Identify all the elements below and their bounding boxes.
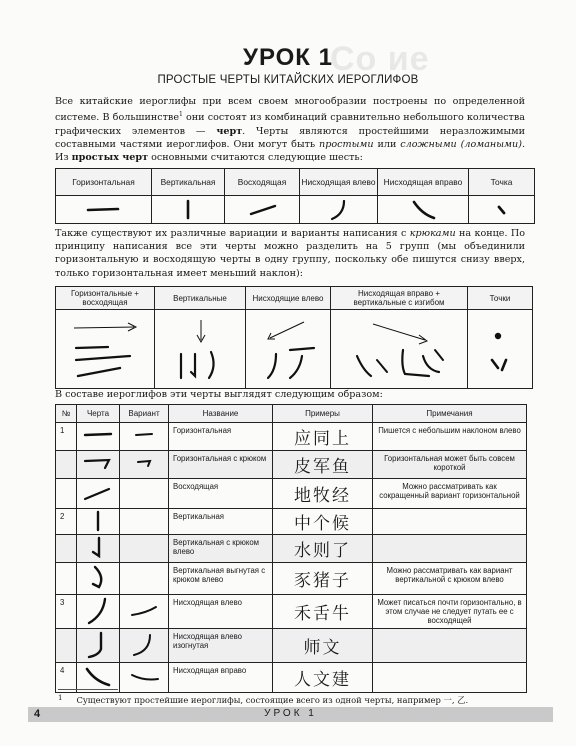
header-right-falling: Нисходящая вправо xyxy=(378,169,469,196)
header-group-vertical: Вертикальные xyxy=(155,287,246,310)
term-strokes: черт xyxy=(216,125,243,137)
header-group-horizontal: Горизонтальные + восходящая xyxy=(56,287,155,310)
stroke-note xyxy=(373,535,527,563)
stroke-rising xyxy=(225,196,300,224)
row-number xyxy=(56,563,77,595)
col-number: № xyxy=(56,405,77,423)
stroke-name: Восходящая xyxy=(169,479,273,509)
stroke-cell xyxy=(77,479,120,509)
header-horizontal: Горизонтальная xyxy=(56,169,152,196)
example-characters: 应同上 xyxy=(273,423,373,451)
intro-text: они состоят из комбинаций сравнительно небольшого количества графических элементов — xyxy=(55,112,525,137)
header-vertical: Вертикальная xyxy=(152,169,225,196)
stroke-cell xyxy=(77,629,120,663)
stroke-cell xyxy=(77,451,120,479)
stroke-name: Нисходящая влево изогнутая xyxy=(169,629,273,663)
groups-paragraph xyxy=(55,227,525,280)
stroke-note: Горизонтальная может быть совсем короткой xyxy=(373,451,527,479)
group-vertical-strokes xyxy=(155,310,246,389)
footnote-text: Существуют простейшие иероглифы, состоящие всего из одной черты, например 一, 乙. xyxy=(76,695,469,705)
stroke-note xyxy=(373,629,527,663)
example-characters: 中个候 xyxy=(273,509,373,535)
intro-text: или xyxy=(373,138,401,150)
header-dot: Точка xyxy=(469,169,535,196)
group-right-falling-strokes xyxy=(331,310,468,389)
stroke-left-falling xyxy=(300,196,378,224)
stroke-cell xyxy=(77,535,120,563)
example-characters: 人文建 xyxy=(273,663,373,693)
stroke-name: Нисходящая вправо xyxy=(169,663,273,693)
example-characters: 豕猪子 xyxy=(273,563,373,595)
stroke-note xyxy=(373,509,527,535)
table-row xyxy=(56,663,527,693)
stroke-note: Может писаться почти горизонтально, в этом случае не следует путать ее с восходящей xyxy=(373,595,527,629)
strokes-in-characters-table xyxy=(55,404,527,693)
example-characters: 水则了 xyxy=(273,535,373,563)
row-number: 1 xyxy=(56,423,77,451)
header-group-left-falling: Нисходящие влево xyxy=(246,287,331,310)
row-number xyxy=(56,629,77,663)
example-characters: 皮军鱼 xyxy=(273,451,373,479)
footnote-reference[interactable]: 1 xyxy=(179,111,183,119)
stroke-cell xyxy=(77,509,120,535)
footnote-divider xyxy=(58,689,118,690)
stroke-name: Вертикальная xyxy=(169,509,273,535)
stroke-cell xyxy=(77,595,120,629)
page-footer xyxy=(28,707,553,722)
stroke-name: Вертикальная выгнутая с крюком влево xyxy=(169,563,273,595)
table-row xyxy=(56,451,527,479)
examples-intro: В составе иероглифов эти черты выглядят следующим образом: xyxy=(55,389,383,400)
variant-cell xyxy=(120,629,169,663)
footer-lesson-label: УРОК 1 xyxy=(264,708,317,719)
col-notes: Примечания xyxy=(373,405,527,423)
col-stroke: Черта xyxy=(77,405,120,423)
group-left-falling-strokes xyxy=(246,310,331,389)
row-number: 3 xyxy=(56,595,77,629)
row-number xyxy=(56,479,77,509)
header-left-falling: Нисходящая влево xyxy=(300,169,378,196)
intro-text: Все китайские иероглифы при всем своем многообразии построены по определенной системе. В большинстве xyxy=(55,96,525,124)
basic-strokes-table xyxy=(55,168,535,224)
col-examples: Примеры xyxy=(273,405,373,423)
table-row xyxy=(56,629,527,663)
variant-cell xyxy=(120,509,169,535)
example-characters: 地牧经 xyxy=(273,479,373,509)
term-complex: сложными (ломаными) xyxy=(400,138,522,150)
row-number xyxy=(56,535,77,563)
intro-text: . Черты являются простейшими неразложимыми составными частями иероглифов. Они могут быть xyxy=(55,125,525,150)
table-row xyxy=(56,479,527,509)
stroke-right-falling xyxy=(378,196,469,224)
table-row xyxy=(56,423,527,451)
groups-text: Также существуют их различные вариации и варианты написания с xyxy=(55,228,410,239)
example-characters: 师文 xyxy=(273,629,373,663)
variant-cell xyxy=(120,423,169,451)
header-group-right-falling: Нисходящая вправо + вертикальные с изгибом xyxy=(331,287,468,310)
footnote xyxy=(58,694,468,706)
term-simple-strokes: простых черт xyxy=(71,152,149,163)
stroke-note xyxy=(373,663,527,693)
group-horizontal-strokes xyxy=(56,310,155,389)
table-row xyxy=(56,509,527,535)
term-simple: простыми xyxy=(319,138,374,150)
stroke-name: Нисходящая влево xyxy=(169,595,273,629)
stroke-dot xyxy=(469,196,535,224)
intro-text: основными считаются следующие шесть: xyxy=(148,152,363,163)
table-row xyxy=(56,595,527,629)
stroke-name: Вертикальная с крюком влево xyxy=(169,535,273,563)
variant-cell xyxy=(120,595,169,629)
groups-text: на конце. По принципу написания все эти черты можно разделить на 5 групп (мы объединили горизонтальную и восходящую черты в одну группу, поскольку обе пишутся снизу вверх, только горизонтальная имеет меньший наклон): xyxy=(55,228,526,279)
group-dot-strokes xyxy=(468,310,533,389)
stroke-groups-table xyxy=(55,286,533,389)
page-number: 4 xyxy=(34,708,41,720)
table-row xyxy=(56,563,527,595)
row-number xyxy=(56,451,77,479)
stroke-cell xyxy=(77,563,120,595)
table-row xyxy=(56,535,527,563)
lesson-subtitle: ПРОСТЫЕ ЧЕРТЫ КИТАЙСКИХ ИЕРОГЛИФОВ xyxy=(157,74,419,86)
intro-paragraph xyxy=(55,95,525,164)
col-variant: Вариант xyxy=(120,405,169,423)
variant-cell xyxy=(120,663,169,693)
col-name: Название xyxy=(169,405,273,423)
footnote-mark: 1 xyxy=(58,694,63,702)
stroke-name: Горизонтальная xyxy=(169,423,273,451)
lesson-title: УРОК 1 xyxy=(243,44,333,71)
header-group-dots: Точки xyxy=(468,287,533,310)
row-number: 2 xyxy=(56,509,77,535)
stroke-note: Можно рассматривать как вариант вертикальной с крюком влево xyxy=(373,563,527,595)
example-characters: 禾舌牛 xyxy=(273,595,373,629)
header-rising: Восходящая xyxy=(225,169,300,196)
stroke-cell xyxy=(77,423,120,451)
stroke-cell xyxy=(77,663,120,693)
stroke-note: Можно рассматривать как сокращенный вариант горизонтальной xyxy=(373,479,527,509)
variant-cell xyxy=(120,479,169,509)
variant-cell xyxy=(120,563,169,595)
stroke-horizontal xyxy=(56,196,152,224)
intro-text: . Из xyxy=(55,138,525,163)
background-bleed-text: Со ие xyxy=(330,40,430,78)
row-number: 4 xyxy=(56,663,77,693)
stroke-note: Пишется с небольшим наклоном влево xyxy=(373,423,527,451)
variant-cell xyxy=(120,451,169,479)
stroke-vertical xyxy=(152,196,225,224)
variant-cell xyxy=(120,535,169,563)
term-hooks: крюками xyxy=(409,228,456,239)
stroke-name: Горизонтальная с крюком xyxy=(169,451,273,479)
